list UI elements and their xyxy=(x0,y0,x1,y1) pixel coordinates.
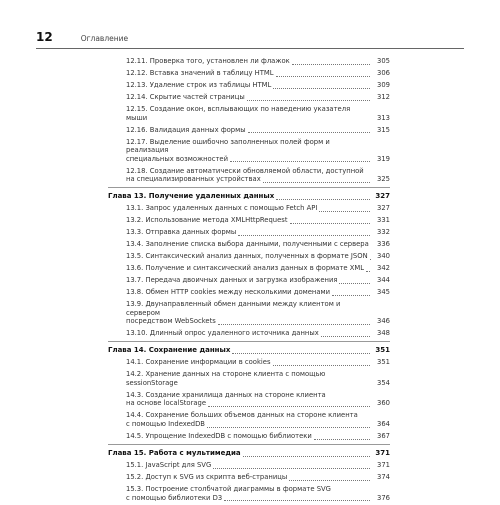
toc-entry-line: 12.17. Выделение ошибочно заполненных полей форм и реализация xyxy=(126,138,372,155)
toc-entry-line: 15.2. Доступ к SVG из скрипта веб-страницы xyxy=(126,473,372,482)
toc-chapter xyxy=(108,444,390,458)
toc-entry-title xyxy=(126,105,372,122)
toc-entry xyxy=(108,105,390,122)
header-rule xyxy=(36,48,464,49)
toc-entry-line: 14.5. Упрощение IndexedDB с помощью библиотеки xyxy=(126,432,372,441)
toc-entry-title xyxy=(126,240,372,249)
toc-entry-title xyxy=(126,276,372,285)
toc-entry-line: 14.2. Хранение данных на стороне клиента с помощью sessionStorage xyxy=(126,370,372,387)
toc-entry xyxy=(108,228,390,237)
toc-page-number: 344 xyxy=(372,276,390,285)
toc-entry xyxy=(108,81,390,90)
toc-entry xyxy=(108,138,390,164)
toc-entry-line: 13.10. Длинный опрос удаленного источника данных xyxy=(126,329,372,338)
toc-page-number: 360 xyxy=(372,399,390,408)
leader-dots xyxy=(208,406,370,407)
toc-entry xyxy=(108,57,390,66)
leader-dots xyxy=(207,427,370,428)
toc-entry xyxy=(108,473,390,482)
toc-entry-title xyxy=(126,300,372,326)
leader-dots xyxy=(238,235,370,236)
toc-entry-line: 13.5. Синтаксический анализ данных, полученных в формате JSON xyxy=(126,252,372,261)
toc-entry-title xyxy=(126,252,372,261)
leader-dots xyxy=(213,468,370,469)
leader-dots xyxy=(292,64,370,65)
leader-dots xyxy=(232,353,370,354)
toc-entry-line: 13.6. Получение и синтаксический анализ данных в формате XML xyxy=(126,264,372,273)
leader-dots xyxy=(248,132,370,133)
toc-entry-line: 12.12. Вставка значений в таблицу HTML xyxy=(126,69,372,78)
toc-page-number: 371 xyxy=(372,461,390,470)
toc-entry-line: 13.3. Отправка данных формы xyxy=(126,228,372,237)
toc-entry-line: 14.3. Создание хранилища данных на стороне клиента xyxy=(126,391,372,400)
toc-entry-line: Глава 13. Получение удаленных данных xyxy=(108,192,372,201)
toc-entry-line: 15.3. Построение столбчатой диаграммы в формате SVG xyxy=(126,485,372,494)
toc-entry-line: на специализированных устройствах xyxy=(126,175,372,184)
toc-page-number: 319 xyxy=(372,155,390,164)
toc-page-number: 374 xyxy=(372,473,390,482)
toc-entry xyxy=(108,329,390,338)
toc-entry xyxy=(108,370,390,387)
page-number: 12 xyxy=(36,30,53,44)
toc-page-number: 325 xyxy=(372,175,390,184)
toc-entry-line: 14.1. Сохранение информации в cookies xyxy=(126,358,372,367)
leader-dots xyxy=(276,199,370,200)
toc-entry-line: 13.2. Использование метода XMLHttpRequest xyxy=(126,216,372,225)
toc-entry-line: 15.1. JavaScript для SVG xyxy=(126,461,372,470)
toc-entry-line: на основе localStorage xyxy=(126,399,372,408)
toc-page-number: 331 xyxy=(372,216,390,225)
toc-page-number: 342 xyxy=(372,264,390,273)
toc-entry xyxy=(108,69,390,78)
toc-entry xyxy=(108,126,390,135)
toc-entry-line: с помощью IndexedDB xyxy=(126,420,372,429)
toc-page-number: 367 xyxy=(372,432,390,441)
toc-entry-title xyxy=(126,264,372,273)
toc-page-number: 336 xyxy=(372,240,390,249)
leader-dots xyxy=(243,456,370,457)
toc-page-number: 351 xyxy=(372,358,390,367)
leader-dots xyxy=(366,271,370,272)
leader-dots xyxy=(289,480,370,481)
toc-entry xyxy=(108,252,390,261)
leader-dots xyxy=(273,88,370,89)
toc-page-number: 312 xyxy=(372,93,390,102)
toc-page-number: 327 xyxy=(372,204,390,213)
toc-page-number: 305 xyxy=(372,57,390,66)
toc-entry xyxy=(108,93,390,102)
toc-page-number: 345 xyxy=(372,288,390,297)
toc-entry-line: 12.16. Валидация данных формы xyxy=(126,126,372,135)
toc-entry xyxy=(108,432,390,441)
toc-entry-line: с помощью библиотеки D3 xyxy=(126,494,372,503)
toc-entry xyxy=(108,391,390,408)
toc-entry-title xyxy=(126,138,372,164)
toc-entry-line: 12.15. Создание окон, всплывающих по наведению указателя мыши xyxy=(126,105,372,122)
leader-dots xyxy=(273,365,370,366)
toc-entry xyxy=(108,461,390,470)
leader-dots xyxy=(276,76,370,77)
toc-entry xyxy=(108,276,390,285)
leader-dots xyxy=(314,439,370,440)
leader-dots xyxy=(319,211,370,212)
leader-dots xyxy=(224,500,370,501)
toc-entry-line: 13.1. Запрос удаленных данных с помощью Fetch API xyxy=(126,204,372,213)
leader-dots xyxy=(332,295,370,296)
toc-entry xyxy=(108,240,390,249)
toc-entry xyxy=(108,204,390,213)
toc-entry-line: 12.14. Скрытие частей страницы xyxy=(126,93,372,102)
leader-dots xyxy=(290,223,371,224)
leader-dots xyxy=(230,161,370,162)
leader-dots xyxy=(218,324,370,325)
toc-entry-line: 12.11. Проверка того, установлен ли флажок xyxy=(126,57,372,66)
toc-entry-line: 13.4. Заполнение списка выбора данными, полученными с сервера xyxy=(126,240,372,249)
toc-entry xyxy=(108,288,390,297)
toc-page-number: 306 xyxy=(372,69,390,78)
toc-entry xyxy=(108,411,390,428)
toc-entry xyxy=(108,264,390,273)
toc-chapter xyxy=(108,187,390,201)
toc-entry-line: 13.8. Обмен HTTP cookies между несколькими доменами xyxy=(126,288,372,297)
toc-page-number: 351 xyxy=(372,346,390,355)
leader-dots xyxy=(339,283,370,284)
running-title: Оглавление xyxy=(81,34,128,43)
toc-page-number: 371 xyxy=(372,449,390,458)
toc-entry xyxy=(108,216,390,225)
toc-entry-title xyxy=(126,370,372,387)
leader-dots xyxy=(321,336,370,337)
toc-page-number: 313 xyxy=(372,114,390,123)
toc-page-number: 348 xyxy=(372,329,390,338)
toc-entry xyxy=(108,358,390,367)
toc-chapter xyxy=(108,341,390,355)
toc-page-number: 376 xyxy=(372,494,390,503)
toc-entry-line: посредством WebSockets xyxy=(126,317,372,326)
toc-entry-line: 13.7. Передача двоичных данных и загрузка изображения xyxy=(126,276,372,285)
toc-entry xyxy=(108,300,390,326)
toc-entry xyxy=(108,167,390,184)
toc-entry-line: 13.9. Двунаправленный обмен данными между клиентом и сервером xyxy=(126,300,372,317)
toc-page-number: 315 xyxy=(372,126,390,135)
leader-dots xyxy=(247,100,370,101)
toc-page-number: 340 xyxy=(372,252,390,261)
toc-entry-line: специальных возможностей xyxy=(126,155,372,164)
toc-entry-line: Глава 15. Работа с мультимедиа xyxy=(108,449,372,458)
toc-entry-line: 12.13. Удаление строк из таблицы HTML xyxy=(126,81,372,90)
toc-page-number: 332 xyxy=(372,228,390,237)
table-of-contents xyxy=(108,57,390,505)
toc-page-number: 346 xyxy=(372,317,390,326)
toc-entry-line: 12.18. Создание автоматически обновляемой области, доступной xyxy=(126,167,372,176)
page-header xyxy=(36,30,128,50)
toc-page-number: 364 xyxy=(372,420,390,429)
toc-page-number: 327 xyxy=(372,192,390,201)
leader-dots xyxy=(263,182,370,183)
toc-entry-line: Глава 14. Сохранение данных xyxy=(108,346,372,355)
toc-page-number: 309 xyxy=(372,81,390,90)
toc-page-number: 354 xyxy=(372,379,390,388)
toc-entry-line: 14.4. Сохранение больших объемов данных на стороне клиента xyxy=(126,411,372,420)
